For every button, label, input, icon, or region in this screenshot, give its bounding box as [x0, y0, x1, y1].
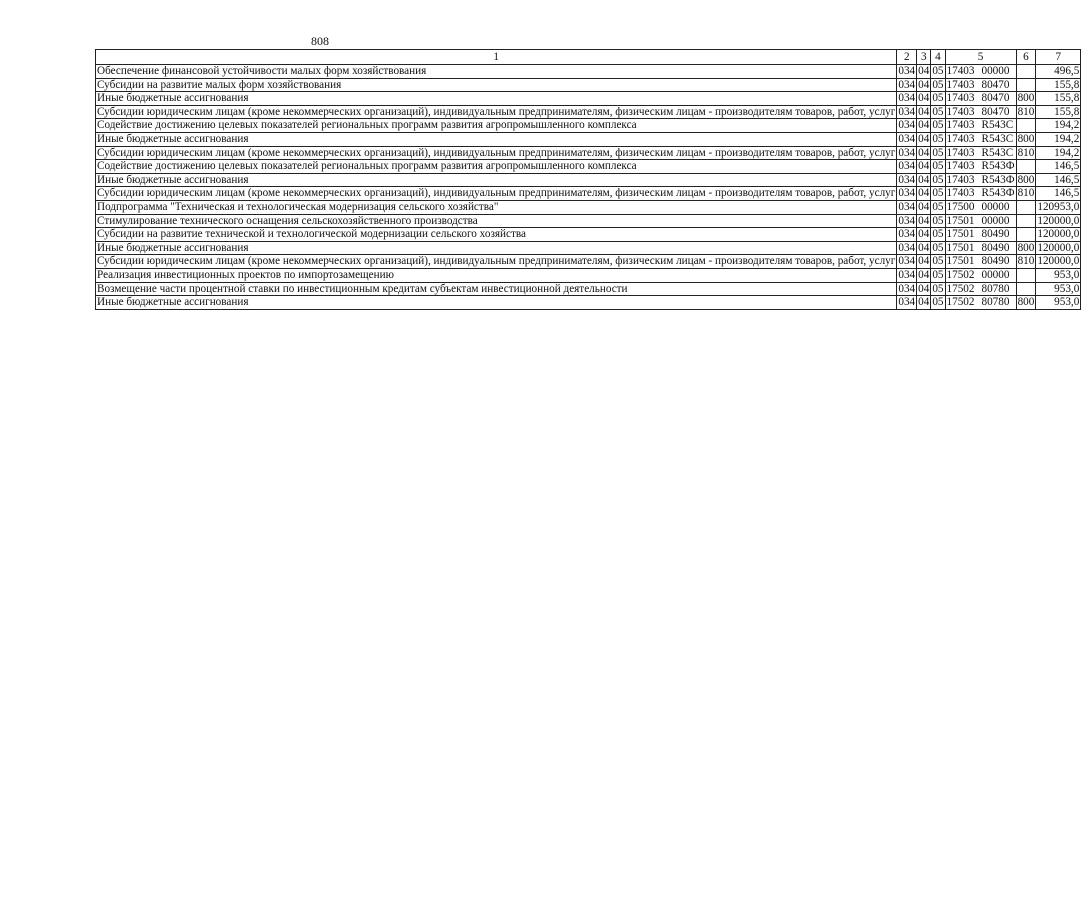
row-target-article-program: 17501	[946, 241, 975, 254]
row-subsection-code: 05	[932, 255, 944, 268]
row-target-article-direction: 80490	[981, 228, 1010, 241]
row-section-code: 04	[918, 105, 930, 118]
row-target-article-direction: 00000	[981, 200, 1010, 213]
row-section-code: 04	[918, 241, 930, 254]
row-name: Субсидии юридическим лицам (кроме некоммерческих организаций), индивидуальным предпринимателям, физическим лицам - производителям товаров, работ, услуг	[97, 146, 896, 159]
row-target-article-direction: 00000	[981, 214, 1010, 227]
row-amount: 155,8	[1036, 92, 1081, 106]
row-target-article	[945, 119, 1016, 133]
row-expense-type	[1016, 200, 1036, 214]
row-expense-type: 800	[1017, 296, 1035, 309]
row-section-code: 04	[918, 173, 930, 186]
row-ministry-code: 034	[898, 119, 916, 132]
table-row	[96, 282, 1081, 296]
row-target-article	[945, 105, 1016, 119]
row-target-article-program: 17403	[946, 187, 975, 200]
row-ministry-code: 034	[898, 92, 916, 105]
header-col-7: 7	[1036, 50, 1081, 65]
row-target-article-program: 17403	[946, 78, 975, 91]
table-row	[96, 214, 1081, 228]
row-ministry-code: 034	[898, 65, 916, 77]
table-row	[96, 92, 1081, 106]
row-subsection-code: 05	[932, 228, 944, 241]
table-row	[96, 78, 1081, 92]
row-target-article	[945, 296, 1016, 310]
row-amount: 194,2	[1036, 146, 1081, 160]
row-target-article-direction: 80470	[981, 92, 1010, 105]
table-row	[96, 146, 1081, 160]
row-name: Обеспечение финансовой устойчивости малых форм хозяйствования	[96, 65, 897, 79]
header-col-3: 3	[917, 50, 931, 65]
row-target-article	[945, 132, 1016, 146]
row-section-code: 04	[918, 282, 930, 295]
row-target-article	[945, 65, 1016, 79]
row-section-code: 04	[918, 132, 930, 145]
row-amount: 953,0	[1036, 296, 1081, 310]
row-ministry-code: 034	[898, 241, 916, 254]
row-amount: 953,0	[1036, 268, 1081, 282]
row-subsection-code: 05	[932, 200, 944, 213]
row-section-code: 04	[918, 65, 930, 77]
row-ministry-code: 034	[898, 296, 916, 309]
row-target-article	[945, 187, 1016, 201]
row-target-article-direction: R543C	[981, 146, 1014, 159]
row-amount: 194,2	[1036, 119, 1081, 133]
row-expense-type: 800	[1017, 132, 1035, 145]
table-row	[96, 228, 1081, 242]
row-target-article	[945, 78, 1016, 92]
row-name: Возмещение части процентной ставки по инвестиционным кредитам субъектам инвестиционной деятельности	[96, 282, 897, 296]
row-target-article-direction: 80490	[981, 255, 1010, 268]
row-target-article	[945, 92, 1016, 106]
row-amount: 120953,0	[1037, 200, 1080, 213]
table-row	[96, 187, 1081, 201]
row-target-article-direction: 80780	[981, 282, 1010, 295]
row-name: Субсидии юридическим лицам (кроме некоммерческих организаций), индивидуальным предпринимателям, физическим лицам - производителям товаров, работ, услуг	[97, 105, 896, 118]
row-amount: 496,5	[1036, 65, 1081, 79]
row-ministry-code: 034	[898, 200, 916, 213]
row-target-article-program: 17403	[946, 146, 975, 159]
table-row	[96, 173, 1081, 187]
header-row	[96, 50, 1081, 65]
table-row	[96, 268, 1081, 282]
row-section-code: 04	[918, 200, 930, 213]
table-row	[96, 160, 1081, 174]
row-target-article-program: 17403	[946, 92, 975, 105]
row-target-article-program: 17500	[946, 200, 975, 213]
table-row	[96, 241, 1081, 255]
row-ministry-code: 034	[898, 228, 916, 241]
row-subsection-code: 05	[932, 105, 944, 118]
row-target-article	[945, 146, 1016, 160]
row-name: Субсидии на развитие малых форм хозяйствования	[96, 78, 897, 92]
row-subsection-code: 05	[932, 214, 944, 227]
row-ministry-code: 034	[898, 255, 916, 268]
row-target-article-program: 17501	[946, 214, 975, 227]
row-target-article	[945, 173, 1016, 187]
row-section-code: 04	[918, 296, 930, 309]
row-target-article	[945, 241, 1016, 255]
row-name: Субсидии юридическим лицам (кроме некоммерческих организаций), индивидуальным предпринимателям, физическим лицам - производителям товаров, работ, услуг	[97, 187, 896, 200]
header-col-6: 6	[1016, 50, 1036, 65]
row-section-code: 04	[918, 228, 930, 241]
row-target-article-direction: 00000	[981, 65, 1010, 77]
row-name: Иные бюджетные ассигнования	[96, 296, 897, 310]
row-target-article-program: 17403	[946, 173, 975, 186]
row-target-article-direction: R543C	[981, 119, 1014, 132]
row-subsection-code: 05	[932, 282, 944, 295]
row-amount: 120000,0	[1037, 255, 1080, 268]
row-amount: 120000,0	[1037, 214, 1080, 227]
row-expense-type	[1016, 65, 1036, 79]
row-target-article-direction: 80470	[981, 105, 1010, 118]
row-ministry-code: 034	[898, 214, 916, 227]
table-row	[96, 200, 1081, 214]
row-target-article-direction: 80470	[981, 78, 1010, 91]
row-target-article-direction: R543Ф	[981, 173, 1015, 186]
row-subsection-code: 05	[932, 132, 944, 145]
table-row	[96, 105, 1081, 119]
row-ministry-code: 034	[898, 146, 916, 159]
row-ministry-code: 034	[898, 268, 916, 281]
row-target-article	[945, 282, 1016, 296]
row-name: Иные бюджетные ассигнования	[96, 173, 897, 187]
row-name: Иные бюджетные ассигнования	[96, 132, 897, 146]
row-target-article-program: 17403	[946, 119, 975, 132]
row-target-article	[945, 200, 1016, 214]
row-target-article-program: 17403	[946, 132, 975, 145]
table-row	[96, 255, 1081, 269]
row-amount: 146,5	[1036, 187, 1081, 201]
row-target-article	[945, 214, 1016, 228]
header-col-5: 5	[945, 50, 1016, 65]
row-subsection-code: 05	[932, 160, 944, 173]
row-name: Содействие достижению целевых показателей региональных программ развития агропромышленного комплекса	[96, 119, 897, 133]
row-target-article	[945, 228, 1016, 242]
row-subsection-code: 05	[932, 296, 944, 309]
row-subsection-code: 05	[932, 187, 944, 200]
row-expense-type: 810	[1017, 146, 1035, 159]
row-expense-type	[1016, 214, 1036, 228]
row-target-article-program: 17502	[946, 296, 975, 309]
row-target-article-direction: 80780	[981, 296, 1010, 309]
row-name: Иные бюджетные ассигнования	[96, 92, 897, 106]
row-section-code: 04	[918, 268, 930, 281]
row-ministry-code: 034	[898, 173, 916, 186]
row-expense-type: 810	[1017, 187, 1035, 200]
row-expense-type: 810	[1017, 255, 1035, 268]
row-target-article-program: 17501	[946, 255, 975, 268]
row-name: Реализация инвестиционных проектов по импортозамещению	[96, 268, 897, 282]
table-row	[96, 119, 1081, 133]
row-amount: 194,2	[1036, 132, 1081, 146]
row-expense-type	[1016, 119, 1036, 133]
row-amount: 155,8	[1036, 78, 1081, 92]
row-ministry-code: 034	[898, 132, 916, 145]
row-amount: 155,8	[1036, 105, 1081, 119]
row-section-code: 04	[918, 78, 930, 91]
row-section-code: 04	[918, 187, 930, 200]
row-section-code: 04	[918, 214, 930, 227]
row-target-article-program: 17403	[946, 160, 975, 173]
row-name: Содействие достижению целевых показателей региональных программ развития агропромышленного комплекса	[96, 160, 897, 174]
row-amount: 120000,0	[1037, 241, 1080, 254]
row-name: Субсидии на развитие технической и технологической модернизации сельского хозяйства	[96, 228, 897, 242]
row-amount: 953,0	[1036, 282, 1081, 296]
row-subsection-code: 05	[932, 241, 944, 254]
row-expense-type: 810	[1017, 105, 1035, 118]
row-target-article-program: 17403	[946, 65, 975, 77]
row-target-article-direction: R543C	[981, 132, 1014, 145]
row-section-code: 04	[918, 92, 930, 105]
row-target-article	[945, 268, 1016, 282]
row-expense-type: 800	[1017, 241, 1035, 254]
row-subsection-code: 05	[932, 65, 944, 77]
table-row	[96, 65, 1081, 79]
row-section-code: 04	[918, 255, 930, 268]
row-expense-type	[1016, 282, 1036, 296]
row-target-article-direction: 80490	[981, 241, 1010, 254]
row-target-article-direction: 00000	[981, 268, 1010, 281]
row-expense-type: 800	[1017, 173, 1035, 186]
row-target-article-program: 17501	[946, 228, 975, 241]
row-name: Субсидии юридическим лицам (кроме некоммерческих организаций), индивидуальным предпринимателям, физическим лицам - производителям товаров, работ, услуг	[97, 255, 896, 268]
row-name: Стимулирование технического оснащения сельскохозяйственного производства	[96, 214, 897, 228]
row-ministry-code: 034	[898, 78, 916, 91]
row-subsection-code: 05	[932, 92, 944, 105]
row-amount: 146,5	[1036, 160, 1081, 174]
row-subsection-code: 05	[932, 268, 944, 281]
header-col-2: 2	[897, 50, 917, 65]
row-name: Иные бюджетные ассигнования	[96, 241, 897, 255]
row-target-article-program: 17502	[946, 282, 975, 295]
row-expense-type	[1016, 78, 1036, 92]
row-subsection-code: 05	[932, 146, 944, 159]
header-col-1: 1	[96, 50, 897, 65]
row-amount: 146,5	[1036, 173, 1081, 187]
row-target-article-program: 17403	[946, 105, 975, 118]
row-expense-type	[1016, 268, 1036, 282]
table-row	[96, 132, 1081, 146]
page-number: 808	[311, 34, 329, 48]
row-target-article	[945, 255, 1016, 269]
row-target-article-direction: R543Ф	[981, 187, 1015, 200]
row-expense-type: 800	[1017, 92, 1035, 105]
row-expense-type	[1016, 160, 1036, 174]
row-ministry-code: 034	[898, 160, 916, 173]
row-section-code: 04	[918, 160, 930, 173]
row-section-code: 04	[918, 146, 930, 159]
budget-table	[95, 49, 1081, 310]
row-subsection-code: 05	[932, 78, 944, 91]
row-ministry-code: 034	[898, 187, 916, 200]
row-name: Подпрограмма "Техническая и технологическая модернизация сельского хозяйства"	[96, 200, 897, 214]
row-target-article-direction: R543Ф	[981, 160, 1015, 173]
row-ministry-code: 034	[898, 282, 916, 295]
row-target-article	[945, 160, 1016, 174]
row-subsection-code: 05	[932, 119, 944, 132]
table-row	[96, 296, 1081, 310]
row-section-code: 04	[918, 119, 930, 132]
row-expense-type	[1016, 228, 1036, 242]
row-ministry-code: 034	[898, 105, 916, 118]
row-target-article-program: 17502	[946, 268, 975, 281]
header-col-4: 4	[931, 50, 945, 65]
row-amount: 120000,0	[1037, 228, 1080, 241]
row-subsection-code: 05	[932, 173, 944, 186]
